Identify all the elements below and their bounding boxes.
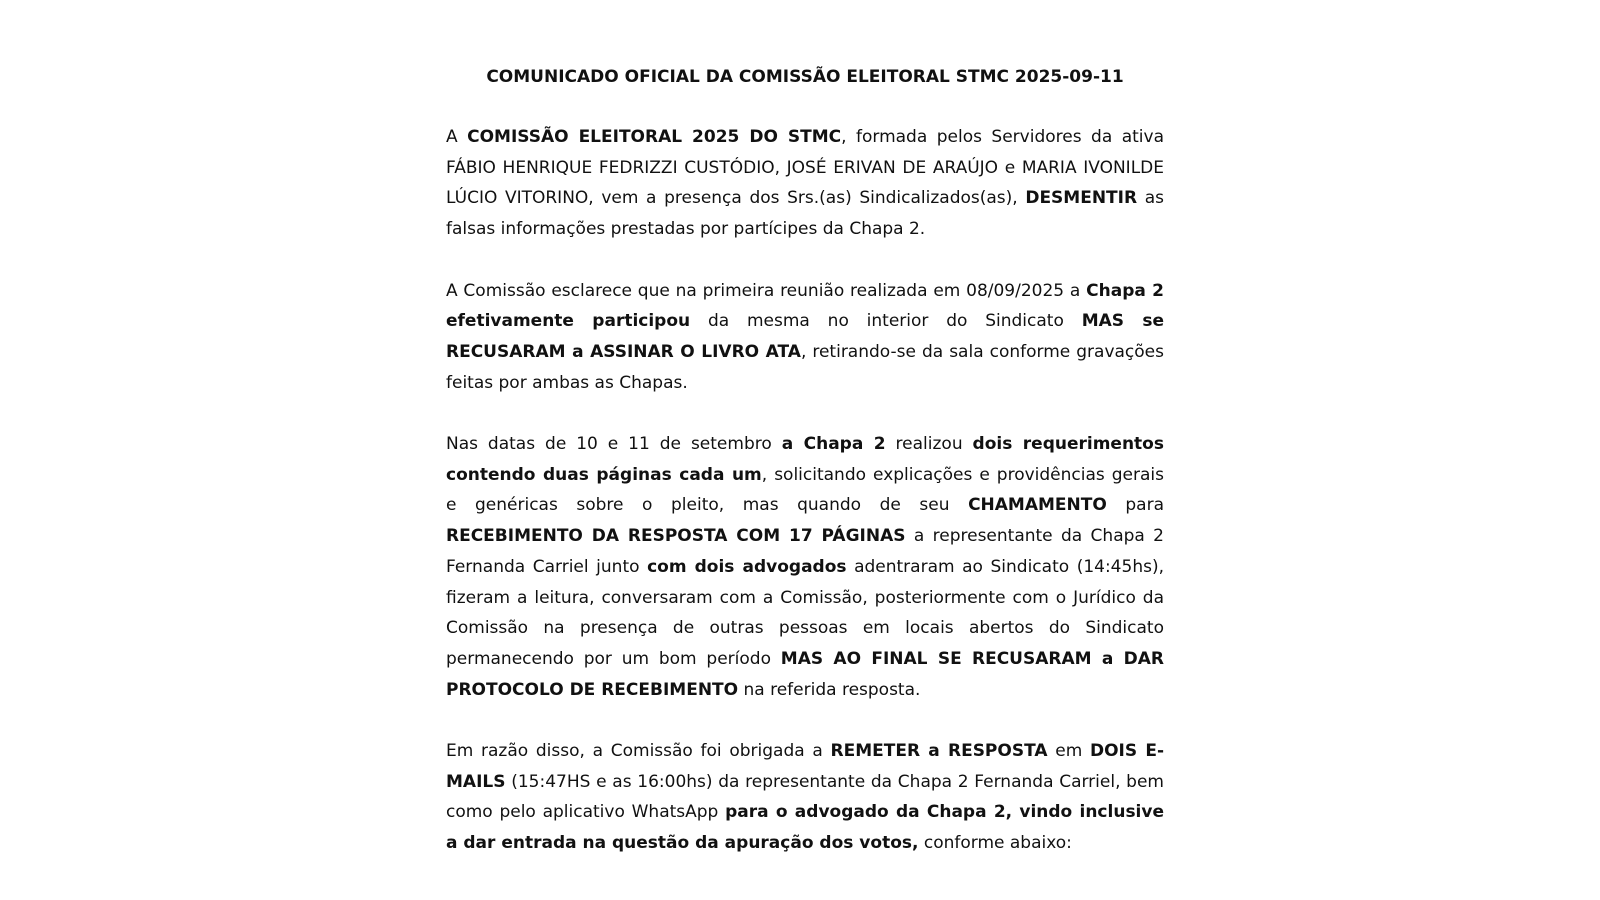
text-run: realizou xyxy=(885,434,973,454)
paragraph-commission-intro xyxy=(446,122,1164,245)
bold-text-run: DESMENTIR xyxy=(1025,188,1138,209)
bold-text-run: dois requerimentos contendo duas páginas cada um xyxy=(446,434,1164,485)
bold-text-run: Chapa 2 efetivamente participou xyxy=(446,280,1164,332)
bold-text-run: a Chapa 2 xyxy=(781,434,886,454)
text-run: , formada pelos Servidores da ativa FÁBIO HENRIQUE FEDRIZZI CUSTÓDIO, JOSÉ ERIVAN DE ARAÚJO e MARIA IVONILDE LÚCIO VITORINO, vem a presença dos Srs.(as) Sindicalizados(as), xyxy=(446,127,1164,209)
paragraph-response-emails xyxy=(446,736,1164,859)
document-page xyxy=(446,62,1164,890)
text-run: em xyxy=(1047,741,1090,762)
bold-text-run: para o advogado da Chapa 2, vindo inclusive a dar entrada na questão da apuração dos votos, xyxy=(446,802,1164,854)
bold-text-run: com dois advogados xyxy=(647,556,847,577)
bold-text-run: RECEBIMENTO DA RESPOSTA COM 17 PÁGINAS xyxy=(446,526,906,547)
text-run: Em razão disso, a Comissão foi obrigada a xyxy=(446,741,831,762)
text-run: da mesma no interior do Sindicato xyxy=(690,311,1082,332)
bold-text-run: CHAMAMENTO xyxy=(968,495,1107,516)
text-run: , solicitando explicações e providências gerais e genéricas sobre o pleito, mas quando de seu xyxy=(446,464,1165,516)
text-run: na referida resposta. xyxy=(738,679,921,700)
text-run: , retirando-se da sala conforme gravações feitas por ambas as Chapas. xyxy=(446,341,1164,393)
text-run: a representante da Chapa 2 Fernanda Carriel junto xyxy=(446,526,1164,577)
text-run: Nas datas de 10 e 11 de setembro xyxy=(446,434,782,454)
text-run: A xyxy=(446,127,468,147)
text-run: para xyxy=(1106,495,1164,516)
paragraph-first-meeting xyxy=(446,276,1164,399)
bold-text-run: REMETER a RESPOSTA xyxy=(830,741,1048,762)
paragraph-requests xyxy=(446,429,1164,705)
bold-text-run: DOIS E-MAILS xyxy=(446,741,1165,792)
text-run: (15:47HS e as 16:00hs) da representante da Chapa 2 Fernanda Carriel, bem como pelo aplicativo WhatsApp xyxy=(446,771,1164,823)
text-run: as falsas informações prestadas por partícipes da Chapa 2. xyxy=(446,188,1164,240)
bold-text-run: MAS se RECUSARAM a ASSINAR O LIVRO ATA xyxy=(446,311,1164,362)
bold-text-run: MAS AO FINAL SE RECUSARAM a DAR PROTOCOLO DE RECEBIMENTO xyxy=(446,648,1165,700)
text-run: A Comissão esclarece que na primeira reunião realizada em 08/09/2025 a xyxy=(446,280,1087,301)
text-run: conforme abaixo: xyxy=(918,833,1072,854)
bold-text-run: COMISSÃO ELEITORAL 2025 DO STMC xyxy=(467,127,842,147)
text-run: adentraram ao Sindicato (14:45hs), fizeram a leitura, conversaram com a Comissão, posteriormente com o Jurídico da Comissão na presença de outras pessoas em locais abertos do Sindicato permanecendo por um bom período xyxy=(446,556,1164,669)
document-title: COMUNICADO OFICIAL DA COMISSÃO ELEITORAL STMC 2025-09-11 xyxy=(486,67,1124,87)
